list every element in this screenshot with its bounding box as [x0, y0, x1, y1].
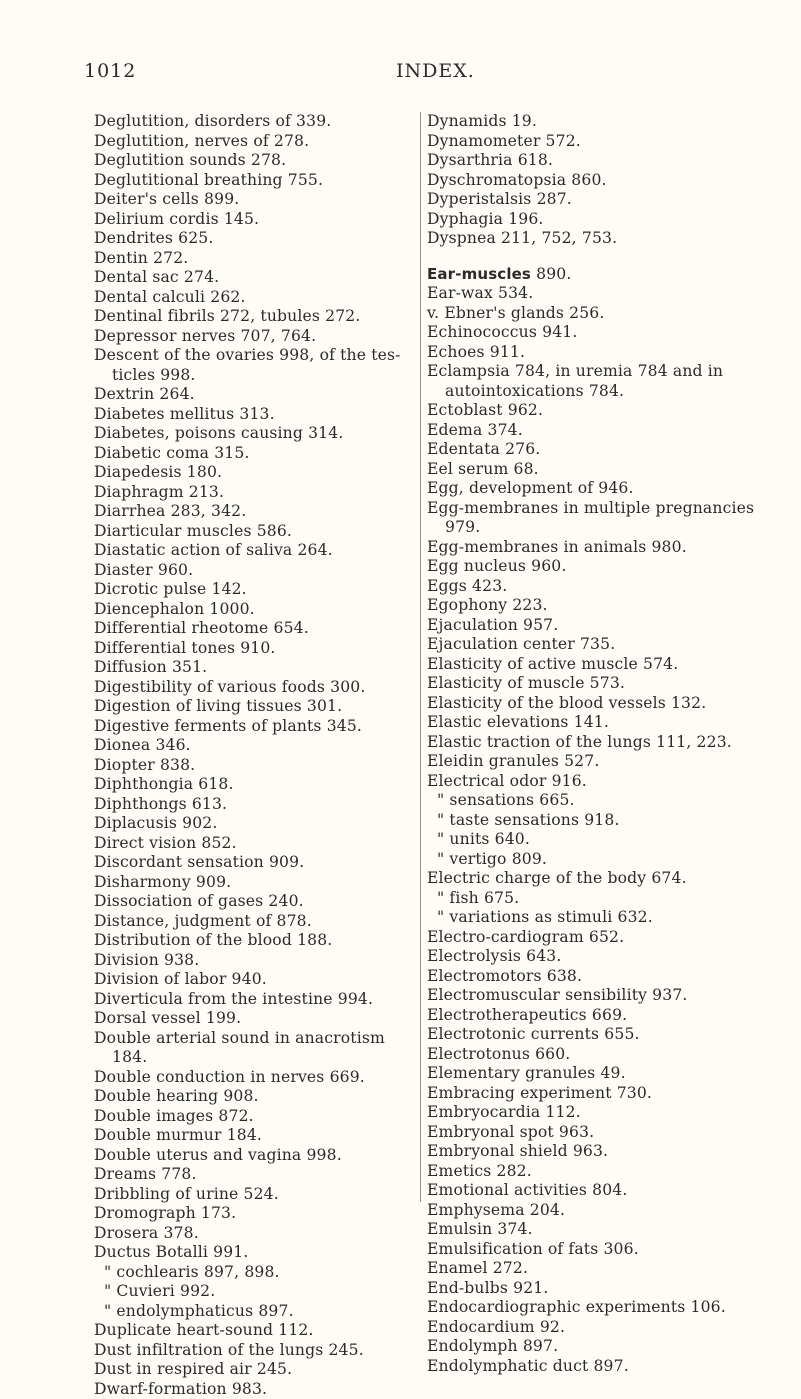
section-heading-ear-muscles: Ear-muscles — [427, 265, 531, 283]
index-entry: Diplacusis 902. — [94, 814, 414, 834]
index-entry: Double arterial sound in anacrotism — [94, 1029, 414, 1049]
index-entry: Embracing experiment 730. — [427, 1084, 797, 1104]
index-entry: Eleidin granules 527. — [427, 752, 797, 772]
index-entry: Descent of the ovaries 998, of the tes- — [94, 346, 414, 366]
index-entry: Electromuscular sensibility 937. — [427, 986, 797, 1006]
index-entry: Emotional activities 804. — [427, 1181, 797, 1201]
index-entry: Emulsin 374. — [427, 1220, 797, 1240]
index-entry: Elementary granules 49. — [427, 1064, 797, 1084]
index-entry: Electromotors 638. — [427, 967, 797, 987]
index-entry: Eel serum 68. — [427, 460, 797, 480]
index-entry: Differential rheotome 654. — [94, 619, 414, 639]
index-subentry: " sensations 665. — [427, 791, 797, 811]
index-entry: Eclampsia 784, in uremia 784 and in — [427, 362, 797, 382]
index-entry: Edentata 276. — [427, 440, 797, 460]
index-entry: Dyphagia 196. — [427, 210, 797, 230]
index-entry: Electrotonic currents 655. — [427, 1025, 797, 1045]
index-entry: Electrical odor 916. — [427, 772, 797, 792]
index-entry: Division 938. — [94, 951, 414, 971]
index-entry: Deiter's cells 899. — [94, 190, 414, 210]
index-entry: Endolymph 897. — [427, 1337, 797, 1357]
index-entry: Discordant sensation 909. — [94, 853, 414, 873]
index-entry: Disharmony 909. — [94, 873, 414, 893]
index-entry: Elasticity of muscle 573. — [427, 674, 797, 694]
index-entry: Dextrin 264. — [94, 385, 414, 405]
index-entry: Electric charge of the body 674. — [427, 869, 797, 889]
index-entry: Depressor nerves 707, 764. — [94, 327, 414, 347]
index-entry: Deglutition sounds 278. — [94, 151, 414, 171]
index-entry: Elasticity of active muscle 574. — [427, 655, 797, 675]
index-entry: Dromograph 173. — [94, 1204, 414, 1224]
index-entry: Elasticity of the blood vessels 132. — [427, 694, 797, 714]
index-entry: Deglutitional breathing 755. — [94, 171, 414, 191]
index-entry: Diverticula from the intestine 994. — [94, 990, 414, 1010]
index-entry: Dentinal fibrils 272, tubules 272. — [94, 307, 414, 327]
page-header — [84, 60, 724, 84]
index-entry: Electrotherapeutics 669. — [427, 1006, 797, 1026]
index-entry: Elastic elevations 141. — [427, 713, 797, 733]
index-entry: Embryocardia 112. — [427, 1103, 797, 1123]
index-entry: Electrotonus 660. — [427, 1045, 797, 1065]
index-entry: Diabetes mellitus 313. — [94, 405, 414, 425]
index-entry: Deglutition, disorders of 339. — [94, 112, 414, 132]
index-entry: v. Ebner's glands 256. — [427, 304, 797, 324]
index-entry: Dentin 272. — [94, 249, 414, 269]
index-entry: Differential tones 910. — [94, 639, 414, 659]
index-entry: Dust in respired air 245. — [94, 1360, 414, 1380]
index-entry: Duplicate heart-sound 112. — [94, 1321, 414, 1341]
index-entry: Distance, judgment of 878. — [94, 912, 414, 932]
index-entry: Egg-membranes in animals 980. — [427, 538, 797, 558]
index-entry: Ejaculation center 735. — [427, 635, 797, 655]
index-entry: Dyschromatopsia 860. — [427, 171, 797, 191]
index-entry: Endocardiographic experiments 106. — [427, 1298, 797, 1318]
index-entry: Drosera 378. — [94, 1224, 414, 1244]
index-entry: Dyperistalsis 287. — [427, 190, 797, 210]
index-entry: Dreams 778. — [94, 1165, 414, 1185]
index-subentry: " cochlearis 897, 898. — [94, 1263, 414, 1283]
index-entry: Dental sac 274. — [94, 268, 414, 288]
index-subentry: " units 640. — [427, 830, 797, 850]
index-entry: Egophony 223. — [427, 596, 797, 616]
index-entry: Double uterus and vagina 998. — [94, 1146, 414, 1166]
index-entry: Dicrotic pulse 142. — [94, 580, 414, 600]
index-entry: Echoes 911. — [427, 343, 797, 363]
index-subentry: " taste sensations 918. — [427, 811, 797, 831]
index-entry: Ejaculation 957. — [427, 616, 797, 636]
index-entry: Endocardium 92. — [427, 1318, 797, 1338]
index-entry: Double murmur 184. — [94, 1126, 414, 1146]
index-subentry: " fish 675. — [427, 889, 797, 909]
index-entry: Dynamids 19. — [427, 112, 797, 132]
index-entry: Embryonal spot 963. — [427, 1123, 797, 1143]
index-subentry: " Cuvieri 992. — [94, 1282, 414, 1302]
index-entry-continuation: 979. — [427, 518, 797, 538]
index-entry: Diffusion 351. — [94, 658, 414, 678]
index-entry: Double hearing 908. — [94, 1087, 414, 1107]
index-entry: Distribution of the blood 188. — [94, 931, 414, 951]
index-entry: Ectoblast 962. — [427, 401, 797, 421]
index-entry: Delirium cordis 145. — [94, 210, 414, 230]
column-divider — [420, 112, 421, 1202]
index-section-e-first-entry — [427, 265, 797, 285]
index-entry: Dorsal vessel 199. — [94, 1009, 414, 1029]
index-entry: Division of labor 940. — [94, 970, 414, 990]
index-entry: Dwarf-formation 983. — [94, 1380, 414, 1399]
index-entry: Egg, development of 946. — [427, 479, 797, 499]
index-entry: Egg-membranes in multiple pregnancies — [427, 499, 797, 519]
index-entry: Electrolysis 643. — [427, 947, 797, 967]
page-number: 1012 — [84, 60, 136, 82]
index-entry: Emetics 282. — [427, 1162, 797, 1182]
index-entry-continuation: 184. — [94, 1048, 414, 1068]
index-entry: Emulsification of fats 306. — [427, 1240, 797, 1260]
index-entry: Diarrhea 283, 342. — [94, 502, 414, 522]
index-entry: Emphysema 204. — [427, 1201, 797, 1221]
index-entry: Embryonal shield 963. — [427, 1142, 797, 1162]
index-entry: Diphthongs 613. — [94, 795, 414, 815]
index-entry: Eggs 423. — [427, 577, 797, 597]
index-entry: Egg nucleus 960. — [427, 557, 797, 577]
index-entry: Diastatic action of saliva 264. — [94, 541, 414, 561]
index-subentry: " vertigo 809. — [427, 850, 797, 870]
index-entry: Dyspnea 211, 752, 753. — [427, 229, 797, 249]
index-entry: Diapedesis 180. — [94, 463, 414, 483]
index-entry: Diopter 838. — [94, 756, 414, 776]
index-entry: Digestive ferments of plants 345. — [94, 717, 414, 737]
index-column-left — [94, 112, 414, 1399]
index-entry: Diabetic coma 315. — [94, 444, 414, 464]
index-entry: Digestion of living tissues 301. — [94, 697, 414, 717]
index-entry: Ductus Botalli 991. — [94, 1243, 414, 1263]
index-entry: Dental calculi 262. — [94, 288, 414, 308]
index-entry: Endolymphatic duct 897. — [427, 1357, 797, 1377]
index-entry: Enamel 272. — [427, 1259, 797, 1279]
index-entry: Deglutition, nerves of 278. — [94, 132, 414, 152]
index-entry: Dust infiltration of the lungs 245. — [94, 1341, 414, 1361]
index-entry: Dionea 346. — [94, 736, 414, 756]
index-entry: Diaster 960. — [94, 561, 414, 581]
index-entry: Electro-cardiogram 652. — [427, 928, 797, 948]
index-subentry: " endolymphaticus 897. — [94, 1302, 414, 1322]
index-entry: Double images 872. — [94, 1107, 414, 1127]
index-entry: Double conduction in nerves 669. — [94, 1068, 414, 1088]
index-entry: End-bulbs 921. — [427, 1279, 797, 1299]
index-column-right — [427, 112, 797, 1376]
index-entry: Direct vision 852. — [94, 834, 414, 854]
index-entry: Diabetes, poisons causing 314. — [94, 424, 414, 444]
index-entry: Digestibility of various foods 300. — [94, 678, 414, 698]
index-entry: Dissociation of gases 240. — [94, 892, 414, 912]
index-entry: Echinococcus 941. — [427, 323, 797, 343]
index-entry: Dendrites 625. — [94, 229, 414, 249]
page-title: INDEX. — [396, 60, 475, 82]
index-entry-continuation: ticles 998. — [94, 366, 414, 386]
index-entry: Diphthongia 618. — [94, 775, 414, 795]
section-heading-page-ref: 890. — [531, 265, 571, 283]
index-entry: Diencephalon 1000. — [94, 600, 414, 620]
index-entry: Diaphragm 213. — [94, 483, 414, 503]
index-subentry: " variations as stimuli 632. — [427, 908, 797, 928]
index-entry: Ear-wax 534. — [427, 284, 797, 304]
index-entry: Dynamometer 572. — [427, 132, 797, 152]
index-entry: Dribbling of urine 524. — [94, 1185, 414, 1205]
index-entry: Edema 374. — [427, 421, 797, 441]
index-entry-continuation: autointoxications 784. — [427, 382, 797, 402]
index-entry: Dysarthria 618. — [427, 151, 797, 171]
index-entry: Elastic traction of the lungs 111, 223. — [427, 733, 797, 753]
index-entry: Diarticular muscles 586. — [94, 522, 414, 542]
